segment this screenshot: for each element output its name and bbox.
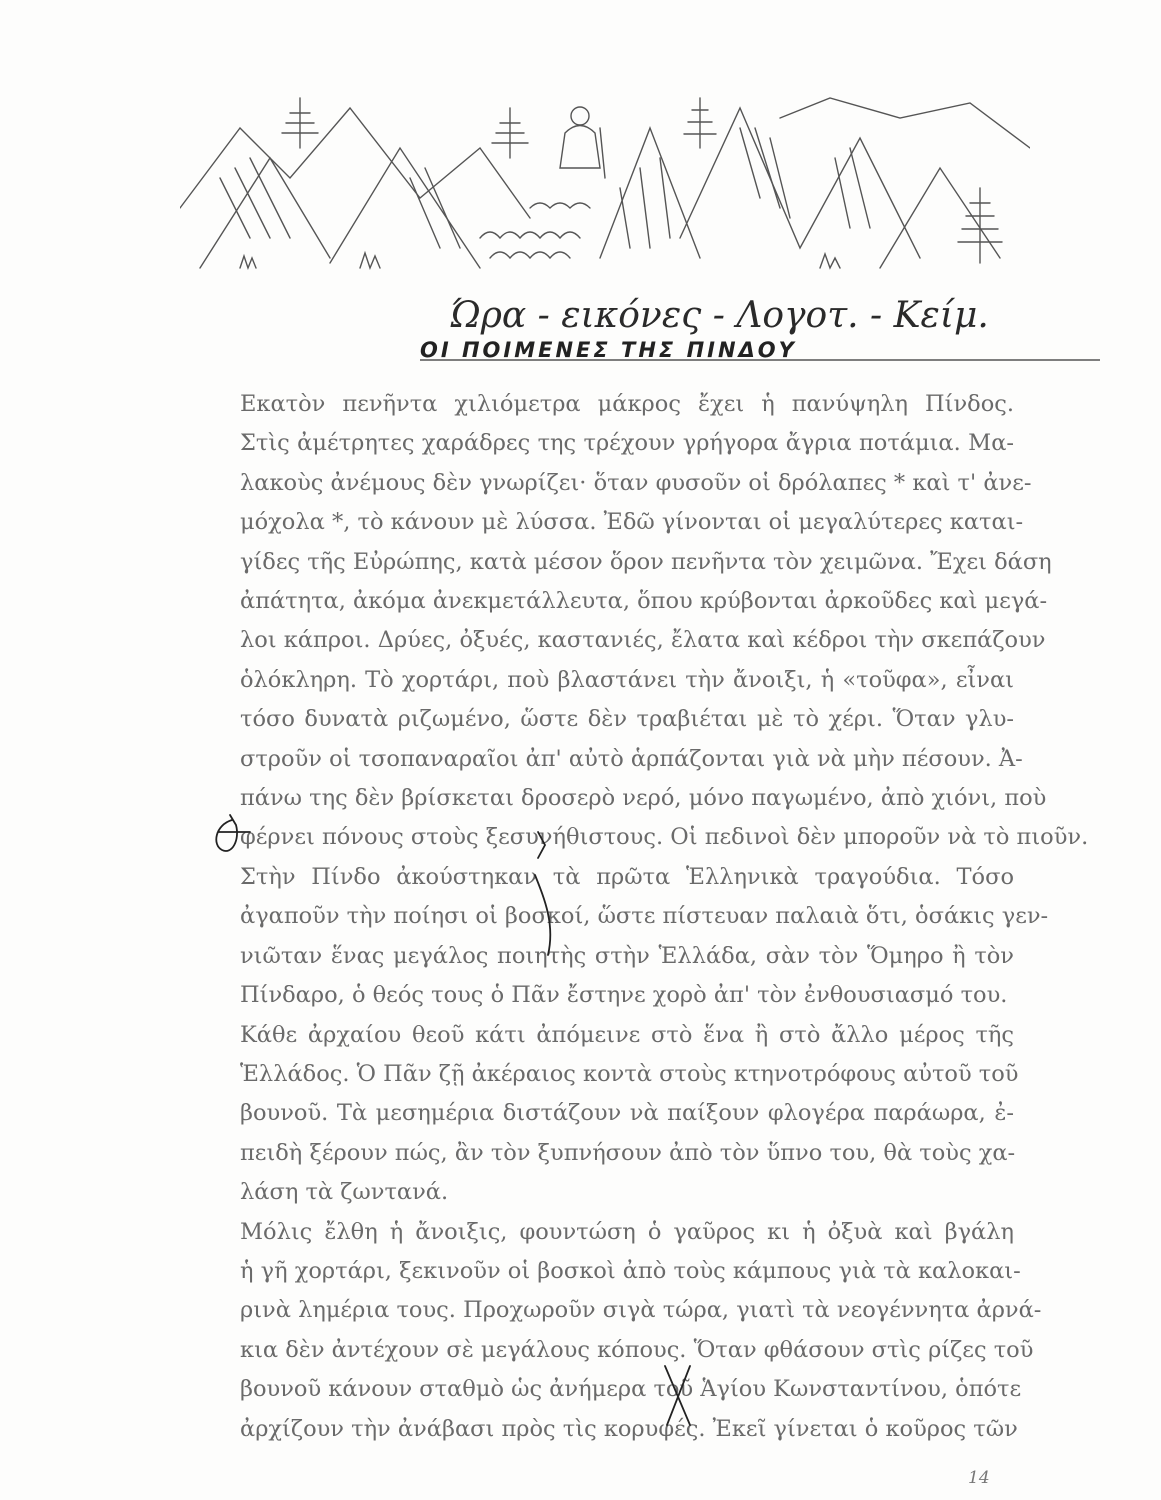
- text-line: κια δὲν ἀντέχουν σὲ μεγάλους κόπους. Ὅταν φθάσουν στὶς ρίζες τοῦ: [240, 1336, 1034, 1363]
- text-line: Στὴν Πίνδο ἀκούστηκαν τὰ πρῶτα Ἑλληνικὰ τραγούδια. Τόσο: [240, 863, 1014, 890]
- article-body: [176, 385, 1089, 1449]
- page-number: 14: [968, 1468, 990, 1488]
- text-line: τόσο δυνατὰ ριζωμένο, ὥστε δὲν τραβιέται μὲ τὸ χέρι. Ὅταν γλυ-: [240, 706, 1014, 733]
- text-line: Πίνδαρο, ὁ θεός τους ὁ Πᾶν ἔστηνε χορὸ ἀπ' τὸν ἐνθουσιασμό του.: [240, 982, 1008, 1009]
- text-line: λάση τὰ ζωντανά.: [240, 1179, 449, 1206]
- text-line: φέρνει πόνους στοὺς ξεσυνήθιστους. Οἱ πεδινοὶ δὲν μποροῦν νὰ τὸ πιοῦν.: [240, 824, 1089, 851]
- paragraph: [176, 858, 1049, 1016]
- text-line: νιῶταν ἕνας μεγάλος ποιητὴς στὴν Ἑλλάδα, σὰν τὸν Ὅμηρο ἢ τὸν: [240, 942, 1014, 969]
- page-title: ΟΙ ΠΟΙΜΕΝΕΣ ΤΗΣ ΠΙΝΔΟΥ: [420, 338, 797, 362]
- paragraph: [176, 1213, 1042, 1449]
- text-line: ἡ γῆ χορτάρι, ξεκινοῦν οἱ βοσκοὶ ἀπὸ τοὺς κάμπους γιὰ τὰ καλοκαι-: [240, 1257, 1021, 1284]
- text-line: Ἑλλάδος. Ὁ Πᾶν ζῇ ἀκέραιος κοντὰ στοὺς κτηνοτρόφους αὐτοῦ τοῦ: [240, 1060, 1019, 1087]
- text-line: ἀπάτητα, ἀκόμα ἀνεκμετάλλευτα, ὅπου κρύβονται ἀρκοῦδες καὶ μεγά-: [240, 588, 1048, 615]
- text-line: Κάθε ἀρχαίου θεοῦ κάτι ἀπόμεινε στὸ ἕνα ἢ στὸ ἄλλο μέρος τῆς: [240, 1021, 1014, 1048]
- text-line: μόχολα *, τὸ κάνουν μὲ λύσσα. Ἐδῶ γίνονται οἱ μεγαλύτερες καται-: [240, 509, 1024, 536]
- text-line: στροῦν οἱ τσοπαναραῖοι ἀπ' αὐτὸ ἁρπάζονται γιὰ νὰ μὴν πέσουν. Ἀ-: [240, 745, 1023, 772]
- text-line: ρινὰ λημέρια τους. Προχωροῦν σιγὰ τώρα, γιατὶ τὰ νεογέννητα ἀρνά-: [240, 1297, 1042, 1324]
- handwritten-annotation-text: Ώρα - εικόνες - Λογοτ. - Κείμ.: [450, 295, 989, 336]
- text-line: λοι κάπροι. Δρύες, ὀξυές, καστανιές, ἔλατα καὶ κέδροι τὴν σκεπάζουν: [240, 627, 1046, 654]
- paragraph: [176, 385, 1089, 858]
- mountain-landscape-illustration: [180, 88, 1030, 273]
- text-line: ἀρχίζουν τὴν ἀνάβασι πρὸς τὶς κορυφές. Ἐκεῖ γίνεται ὁ κοῦρος τῶν: [240, 1415, 1018, 1442]
- text-line: βουνοῦ. Τὰ μεσημέρια διστάζουν νὰ παίξουν φλογέρα παράωρα, ἐ-: [240, 1100, 1014, 1127]
- text-line: βουνοῦ κάνουν σταθμὸ ὡς ἀνήμερα τοῦ Ἁγίου Κωνσταντίνου, ὁπότε: [240, 1376, 1022, 1403]
- text-line: Εκατὸν πενῆντα χιλιόμετρα μάκρος ἔχει ἡ πανύψηλη Πίνδος.: [240, 391, 1014, 417]
- text-line: λακοὺς ἀνέμους δὲν γνωρίζει· ὅταν φυσοῦν οἱ δρόλαπες * καὶ τ' ἀνε-: [240, 469, 1032, 496]
- text-line: ἀγαποῦν τὴν ποίησι οἱ βοσκοί, ὥστε πίστευαν παλαιὰ ὅτι, ὁσάκις γεν-: [240, 903, 1049, 930]
- paragraph: [176, 1016, 1019, 1213]
- text-line: ὁλόκληρη. Τὸ χορτάρι, ποὺ βλαστάνει τὴν ἄνοιξι, ἡ «τοῦφα», εἶναι: [240, 666, 1014, 693]
- text-line: γίδες τῆς Εὐρώπης, κατὰ μέσον ὅρον πενῆντα τὸν χειμῶνα. Ἔχει δάση: [240, 548, 1052, 575]
- text-line: πειδὴ ξέρουν πώς, ἂν τὸν ξυπνήσουν ἀπὸ τὸν ὕπνο του, θὰ τοὺς χα-: [240, 1139, 1016, 1166]
- text-line: πάνω της δὲν βρίσκεται δροσερὸ νερό, μόνο παγωμένο, ἀπὸ χιόνι, ποὺ: [240, 785, 1047, 812]
- text-line: Στὶς ἀμέτρητες χαράδρες της τρέχουν γρήγορα ἄγρια ποτάμια. Μα-: [240, 430, 1014, 457]
- text-line: Μόλις ἔλθη ἡ ἄνοιξις, φουντώση ὁ γαῦρος κι ἡ ὀξυὰ καὶ βγάλη: [240, 1218, 1014, 1245]
